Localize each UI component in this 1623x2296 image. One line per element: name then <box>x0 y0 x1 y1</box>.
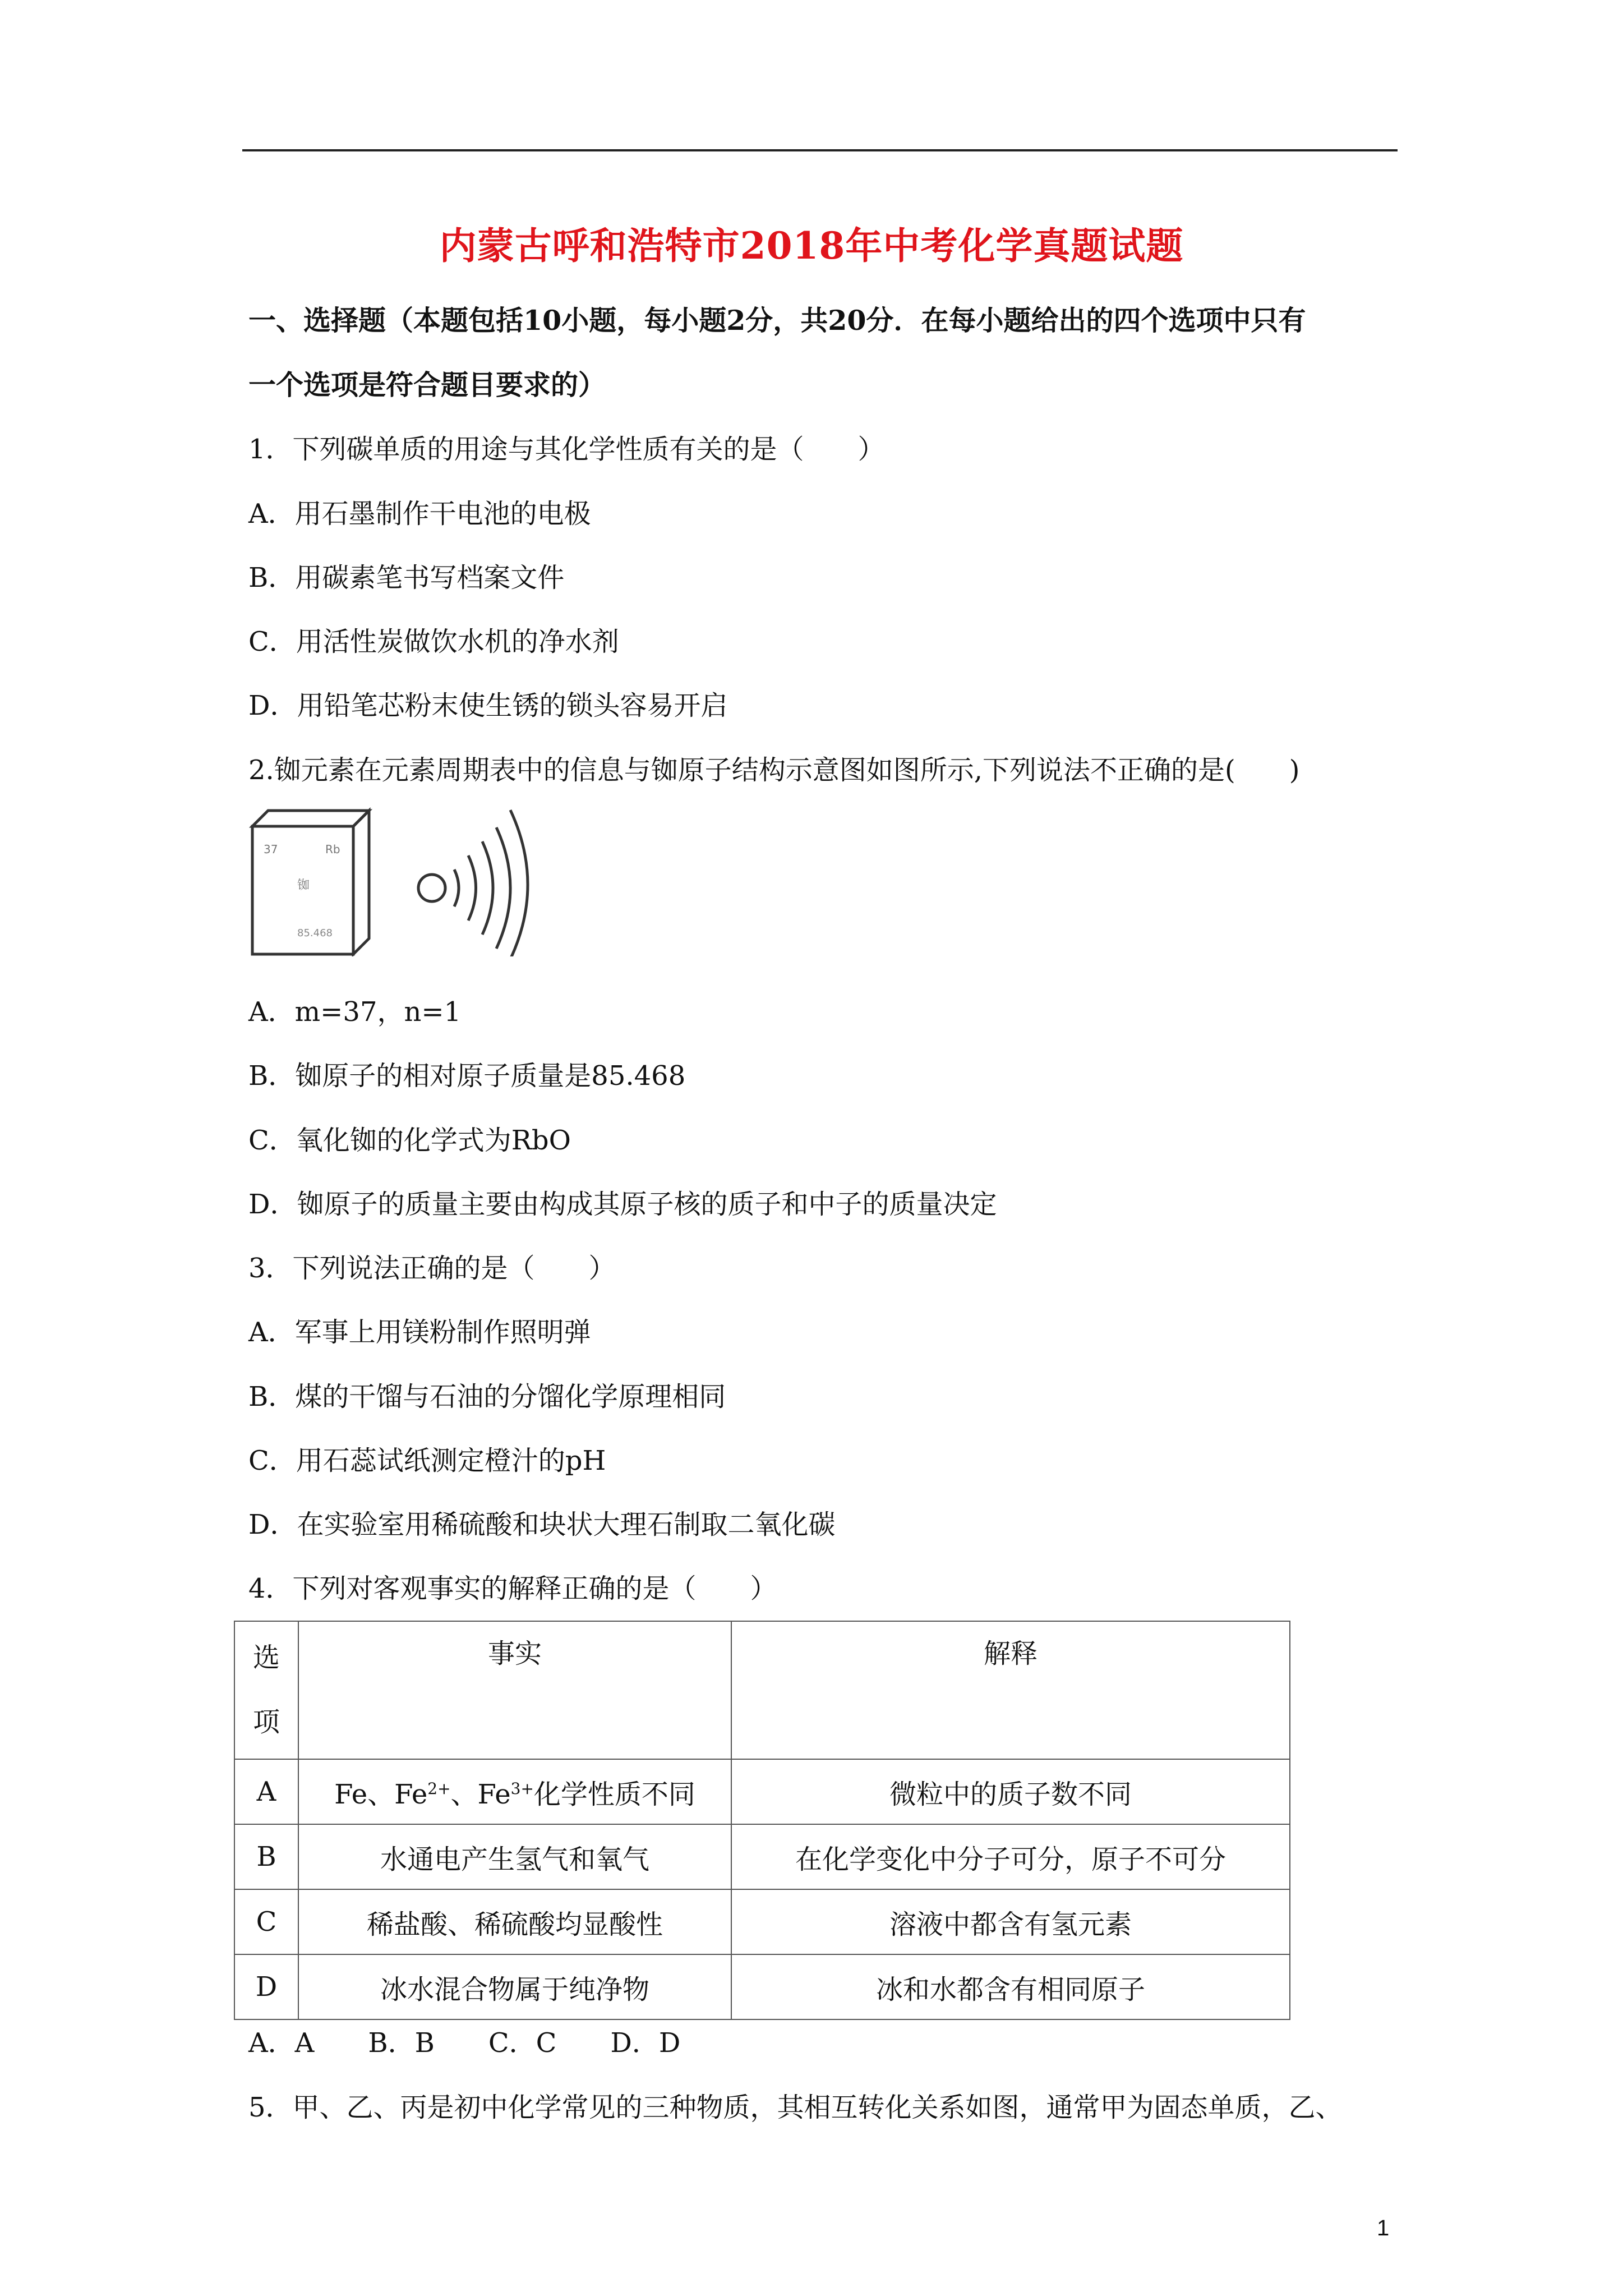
table-row <box>234 1889 1290 1954</box>
fact-text: 、Fe <box>450 1778 511 1810</box>
q4-choices: A．A B．B C．C D．D <box>248 2027 681 2059</box>
table-row <box>234 1824 1290 1889</box>
facts-table <box>234 1621 1290 2020</box>
q3-option-b: B．煤的干馏与石油的分馏化学原理相同 <box>248 1381 726 1412</box>
q3-option-a: A．军事上用镁粉制作照明弹 <box>248 1317 591 1348</box>
q1-option-b: B．用碳素笔书写档案文件 <box>248 562 565 593</box>
atom-structure-diagram <box>418 810 528 956</box>
table-header-row <box>234 1621 1290 1759</box>
row-fact: 稀盐酸、稀硫酸均显酸性 <box>298 1889 731 1954</box>
q3-option-c: C．用石蕊试纸测定橙汁的pH <box>248 1445 606 1476</box>
row-option: B <box>234 1824 298 1889</box>
row-fact: 水通电产生氢气和氧气 <box>298 1824 731 1889</box>
table-row <box>234 1954 1290 2019</box>
superscript: 3+ <box>510 1779 534 1798</box>
q2-option-b: B．铷原子的相对原子质量是85.468 <box>248 1060 686 1092</box>
cell-atomic-mass: 85.468 <box>297 927 333 939</box>
q2-option-c: C．氧化铷的化学式为RbO <box>248 1125 571 1156</box>
q2-option-d: D．铷原子的质量主要由构成其原子核的质子和中子的质量决定 <box>248 1189 997 1220</box>
header-rule <box>242 149 1398 151</box>
row-explanation: 溶液中都含有氢元素 <box>731 1889 1290 1954</box>
header-option-char2: 项 <box>252 1706 280 1738</box>
header-option-char1: 选 <box>252 1642 280 1673</box>
row-option: D <box>234 1954 298 2019</box>
row-explanation: 在化学变化中分子可分，原子不可分 <box>731 1824 1290 1889</box>
cell-atomic-number: 37 <box>264 843 278 856</box>
q2-stem: 2.铷元素在元素周期表中的信息与铷原子结构示意图如图所示,下列说法不正确的是( ) <box>248 754 1300 786</box>
row-explanation: 冰和水都含有相同原子 <box>731 1954 1290 2019</box>
q1-option-a: A．用石墨制作干电池的电极 <box>248 498 591 530</box>
q3-option-d: D．在实验室用稀硫酸和块状大理石制取二氧化碳 <box>248 1509 836 1540</box>
fact-text: 化学性质不同 <box>533 1778 695 1810</box>
page-number: 1 <box>1377 2216 1390 2240</box>
row-fact: 冰水混合物属于纯净物 <box>298 1954 731 2019</box>
q4-stem: 4．下列对客观事实的解释正确的是（ ） <box>248 1573 777 1604</box>
table-row <box>234 1759 1290 1824</box>
q2-option-a: A．m=37，n=1 <box>248 996 462 1028</box>
row-option: A <box>234 1759 298 1824</box>
fact-text: Fe、Fe <box>334 1778 428 1810</box>
cell-symbol: Rb <box>325 843 340 856</box>
section-heading-line2: 一个选项是符合题目要求的） <box>248 369 606 401</box>
header-option <box>234 1621 298 1759</box>
q1-option-d: D．用铅笔芯粉末使生锈的锁头容易开启 <box>248 690 728 721</box>
q5-stem: 5．甲、乙、丙是初中化学常见的三种物质，其相互转化关系如图，通常甲为固态单质，乙、 <box>248 2092 1343 2123</box>
header-explanation: 解释 <box>731 1621 1290 1759</box>
section-heading-line1: 一、选择题（本题包括10小题，每小题2分，共20分．在每小题给出的四个选项中只有 <box>248 304 1306 337</box>
page-title: 内蒙古呼和浩特市2018年中考化学真题试题 <box>439 224 1184 268</box>
superscript: 2+ <box>427 1779 451 1798</box>
cell-element-name: 铷 <box>297 878 310 892</box>
row-option: C <box>234 1889 298 1954</box>
q1-stem: 1．下列碳单质的用途与其化学性质有关的是（ ） <box>248 434 885 465</box>
row-fact <box>298 1759 731 1824</box>
rubidium-figure <box>241 799 555 956</box>
header-fact: 事实 <box>298 1621 731 1759</box>
row-explanation: 微粒中的质子数不同 <box>731 1759 1290 1824</box>
q3-stem: 3．下列说法正确的是（ ） <box>248 1253 616 1284</box>
q1-option-c: C．用活性炭做饮水机的净水剂 <box>248 626 619 657</box>
